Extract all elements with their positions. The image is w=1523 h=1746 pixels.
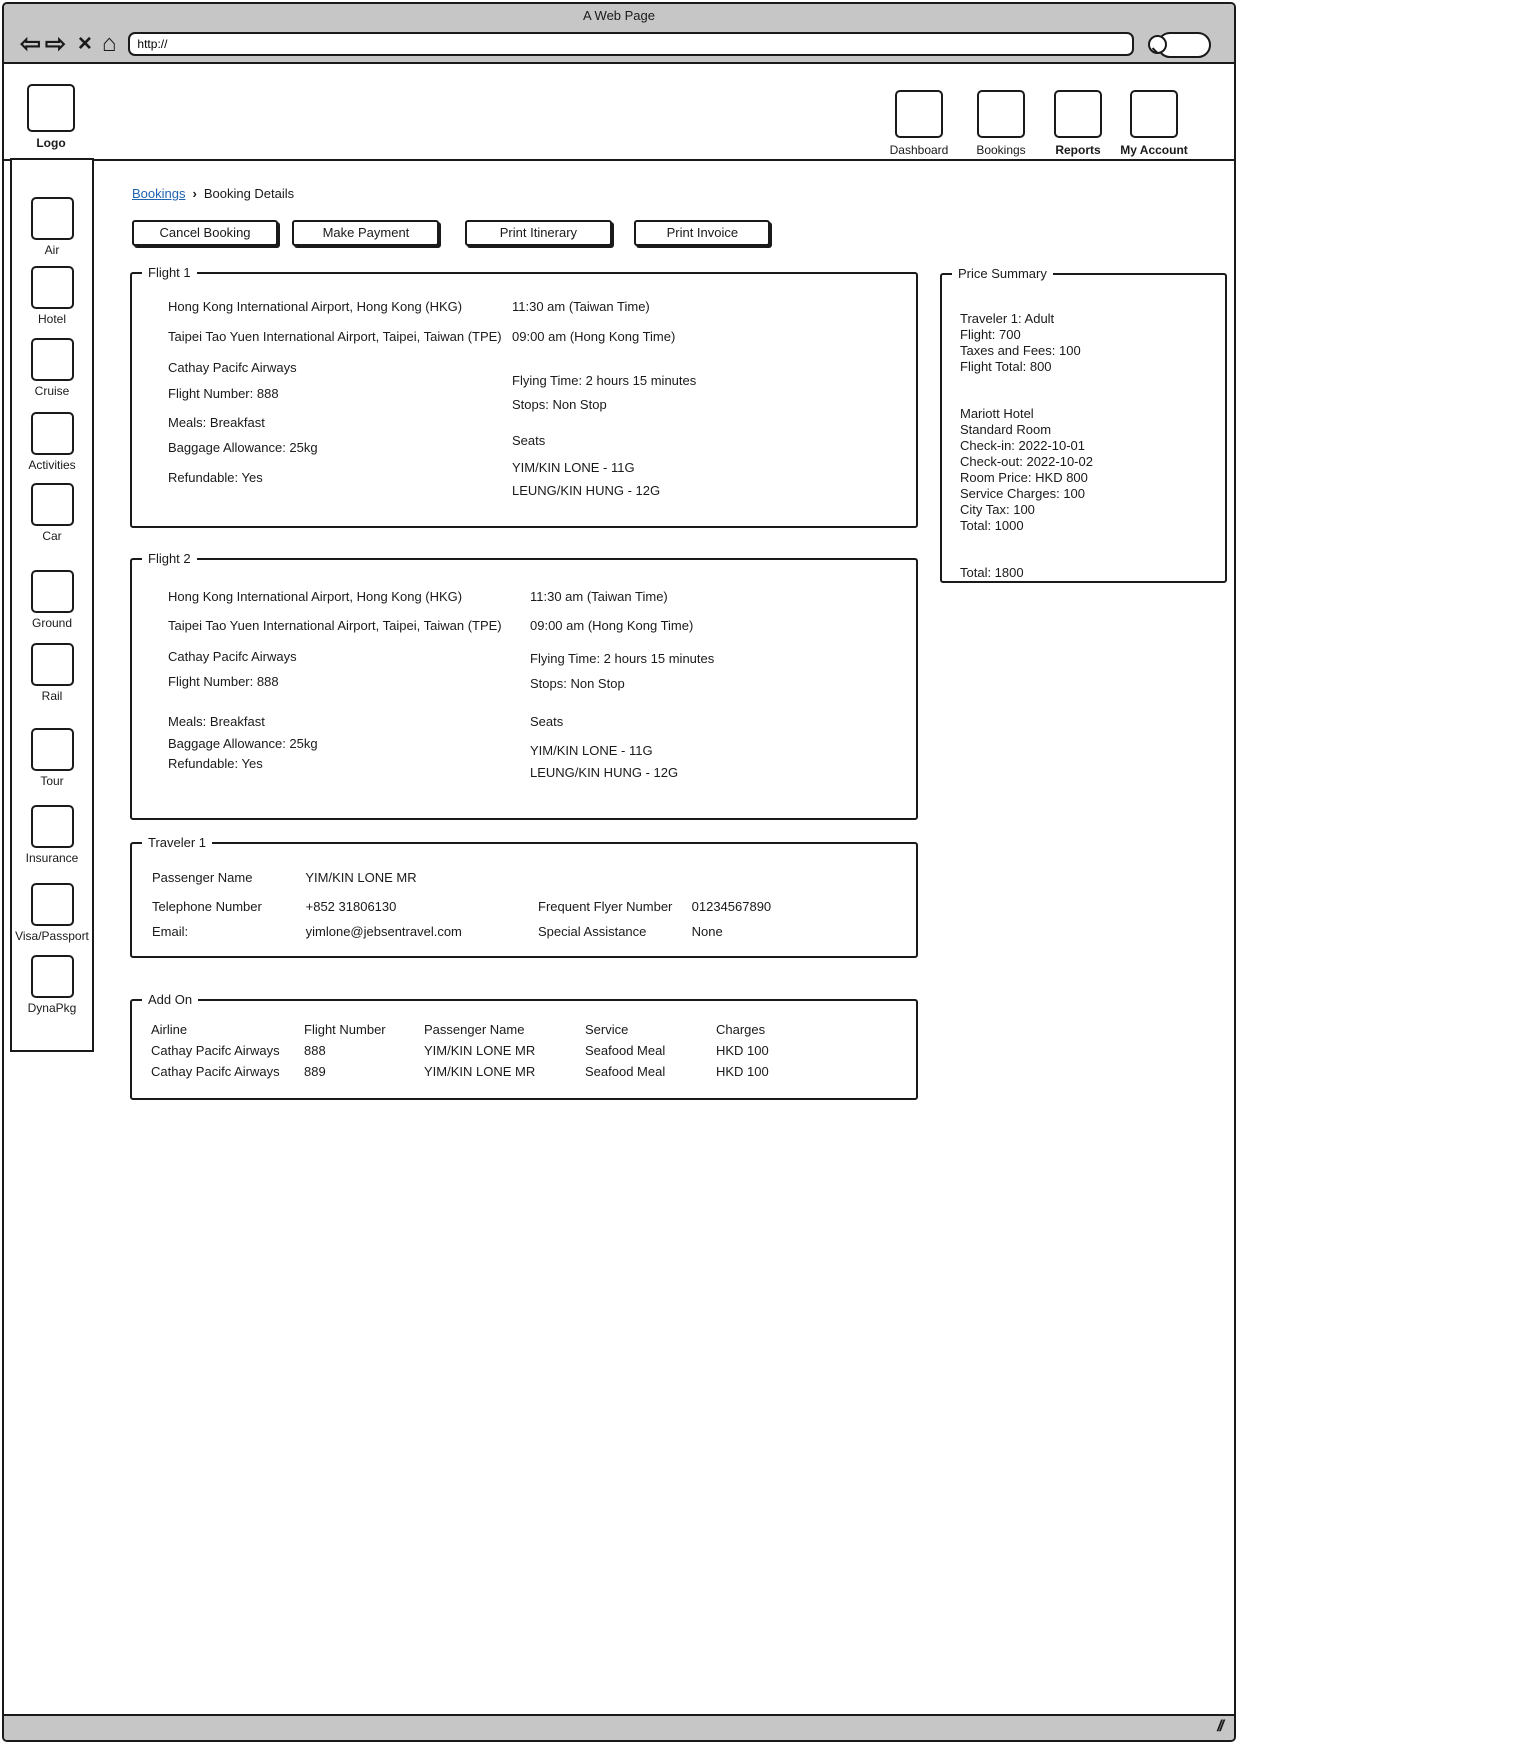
column-header: Service xyxy=(585,1022,629,1037)
airline: Cathay Pacifc Airways xyxy=(168,649,297,664)
ps-city-tax: City Tax: 100 xyxy=(960,502,1035,517)
sidebar-item-label: Cruise xyxy=(34,384,70,398)
window-title: A Web Page xyxy=(582,8,656,23)
traveler-row xyxy=(152,924,462,939)
seat-assignment: LEUNG/KIN HUNG - 12G xyxy=(512,483,661,498)
ps-service-charges: Service Charges: 100 xyxy=(960,486,1086,501)
sidebar-item-insurance[interactable] xyxy=(12,805,92,865)
price-summary-body xyxy=(960,303,1093,581)
depart-time: 11:30 am (Taiwan Time) xyxy=(512,299,650,314)
sidebar-item-label: Hotel xyxy=(37,312,66,326)
sidebar-item-label: Visa/Passport xyxy=(15,929,89,943)
cell-service: Seafood Meal xyxy=(585,1064,666,1079)
search-control[interactable] xyxy=(1148,31,1212,57)
field-label: Special Assistance xyxy=(538,924,647,939)
from-airport: Hong Kong International Airport, Hong Kong (HKG) xyxy=(168,589,463,604)
flight-2-left-column xyxy=(168,578,502,773)
field-label: Frequent Flyer Number xyxy=(538,899,673,914)
sidebar-item-label: Rail xyxy=(41,689,63,703)
stop-icon[interactable]: × xyxy=(77,30,92,57)
sidebar-item-hotel[interactable] xyxy=(12,266,92,326)
breadcrumb-link-bookings[interactable]: Bookings xyxy=(132,186,186,201)
make-payment-button[interactable]: Make Payment xyxy=(292,220,439,246)
column-header: Airline xyxy=(151,1022,188,1037)
to-airport: Taipei Tao Yuen International Airport, Taipei, Taiwan (TPE) xyxy=(168,618,502,633)
sidebar-item-activities[interactable] xyxy=(12,412,92,472)
flight-1-section xyxy=(130,265,918,528)
passenger-name-value: YIM/KIN LONE MR xyxy=(305,870,417,885)
to-airport: Taipei Tao Yuen International Airport, Taipei, Taiwan (TPE) xyxy=(168,329,502,344)
print-invoice-button[interactable]: Print Invoice xyxy=(634,220,770,246)
back-icon[interactable]: ⇦ xyxy=(20,29,41,58)
ps-flight-total: Flight Total: 800 xyxy=(960,359,1052,374)
price-summary-legend: Price Summary xyxy=(958,266,1047,281)
app-header xyxy=(4,67,1234,161)
column-header: Flight Number xyxy=(304,1022,386,1037)
nav-label: Reports xyxy=(1055,143,1101,157)
my-account-icon xyxy=(1130,90,1178,138)
visa-passport-icon xyxy=(31,883,74,926)
home-icon[interactable]: ⌂ xyxy=(101,30,117,57)
nav-label: My Account xyxy=(1120,143,1188,157)
sidebar-item-rail[interactable] xyxy=(12,643,92,703)
from-airport: Hong Kong International Airport, Hong Kong (HKG) xyxy=(168,299,463,314)
flight-2-section xyxy=(130,551,918,820)
depart-time: 11:30 am (Taiwan Time) xyxy=(530,589,668,604)
flight-2-legend: Flight 2 xyxy=(148,551,191,566)
logo-image xyxy=(27,84,75,132)
logo[interactable] xyxy=(23,84,79,150)
flight-1-legend: Flight 1 xyxy=(148,265,191,280)
flying-time: Flying Time: 2 hours 15 minutes xyxy=(530,651,715,666)
ps-check-out: Check-out: 2022-10-02 xyxy=(960,454,1093,469)
sidebar-item-cruise[interactable] xyxy=(12,338,92,398)
cruise-icon xyxy=(31,338,74,381)
reports-icon xyxy=(1054,90,1102,138)
ps-check-in: Check-in: 2022-10-01 xyxy=(960,438,1086,453)
stops: Stops: Non Stop xyxy=(530,676,625,691)
sidebar-item-label: Activities xyxy=(28,458,76,472)
ps-hotel-total: Total: 1000 xyxy=(960,518,1024,533)
seat-assignment: YIM/KIN LONE - 11G xyxy=(530,743,653,758)
add-on-section xyxy=(130,992,918,1100)
ps-hotel-name: Mariott Hotel xyxy=(960,406,1034,421)
field-label: Telephone Number xyxy=(152,899,262,914)
flight-1-right-column xyxy=(512,292,696,500)
browser-window xyxy=(2,2,1236,1742)
column-header: Charges xyxy=(716,1022,766,1037)
sidebar-item-ground[interactable] xyxy=(12,570,92,630)
flight-1-left-column xyxy=(168,292,502,487)
print-itinerary-button[interactable]: Print Itinerary xyxy=(465,220,612,246)
resize-grip-icon[interactable]: // xyxy=(1217,1718,1222,1735)
meals: Meals: Breakfast xyxy=(168,415,265,430)
price-summary-section xyxy=(940,266,1227,583)
dashboard-icon xyxy=(895,90,943,138)
logo-label: Logo xyxy=(36,136,66,150)
meals: Meals: Breakfast xyxy=(168,714,265,729)
ground-icon xyxy=(31,570,74,613)
cell-airline: Cathay Pacifc Airways xyxy=(151,1043,280,1058)
traveler-row xyxy=(152,870,417,885)
cell-service: Seafood Meal xyxy=(585,1043,666,1058)
url-input[interactable] xyxy=(128,32,1134,56)
ps-grand-total: Total: 1800 xyxy=(960,565,1024,580)
seats-label: Seats xyxy=(530,714,564,729)
field-label: Passenger Name xyxy=(152,870,253,885)
arrive-time: 09:00 am (Hong Kong Time) xyxy=(530,618,694,633)
nav-label: Bookings xyxy=(976,143,1026,157)
insurance-icon xyxy=(31,805,74,848)
action-button-row xyxy=(132,220,770,246)
seats-label: Seats xyxy=(512,433,546,448)
cell-airline: Cathay Pacifc Airways xyxy=(151,1064,280,1079)
cancel-booking-button[interactable]: Cancel Booking xyxy=(132,220,278,246)
telephone-value: +852 31806130 xyxy=(305,899,397,914)
sidebar-item-label: Air xyxy=(44,243,60,257)
window-titlebar xyxy=(4,4,1234,26)
cell-passenger-name: YIM/KIN LONE MR xyxy=(424,1064,536,1079)
stops: Stops: Non Stop xyxy=(512,397,607,412)
activities-icon xyxy=(31,412,74,455)
refundable: Refundable: Yes xyxy=(168,756,263,771)
seat-assignment: YIM/KIN LONE - 11G xyxy=(512,460,635,475)
hotel-icon xyxy=(31,266,74,309)
traveler-row xyxy=(152,899,396,914)
sidebar-item-car[interactable] xyxy=(12,483,92,543)
airline: Cathay Pacifc Airways xyxy=(168,360,297,375)
sidebar-item-air[interactable] xyxy=(12,197,92,257)
status-bar xyxy=(4,1714,1234,1740)
seat-assignment: LEUNG/KIN HUNG - 12G xyxy=(530,765,679,780)
bookings-icon xyxy=(977,90,1025,138)
cell-charges: HKD 100 xyxy=(716,1043,769,1058)
ps-room-type: Standard Room xyxy=(960,422,1052,437)
baggage: Baggage Allowance: 25kg xyxy=(168,440,318,455)
breadcrumb xyxy=(132,186,294,201)
sidebar-item-tour[interactable] xyxy=(12,728,92,788)
flight-number: Flight Number: 888 xyxy=(168,386,279,401)
flight-2-right-column xyxy=(530,578,714,782)
ps-room-price: Room Price: HKD 800 xyxy=(960,470,1088,485)
arrive-time: 09:00 am (Hong Kong Time) xyxy=(512,329,676,344)
breadcrumb-current: Booking Details xyxy=(203,186,295,201)
flying-time: Flying Time: 2 hours 15 minutes xyxy=(512,373,697,388)
cell-passenger-name: YIM/KIN LONE MR xyxy=(424,1043,536,1058)
cell-flight-number: 889 xyxy=(304,1064,326,1079)
add-on-legend: Add On xyxy=(148,992,193,1007)
cell-charges: HKD 100 xyxy=(716,1064,769,1079)
cell-flight-number: 888 xyxy=(304,1043,326,1058)
nav-item-my-account[interactable] xyxy=(1102,90,1206,157)
sidebar-item-label: Tour xyxy=(40,774,64,788)
ps-traveler-type: Traveler 1: Adult xyxy=(960,311,1055,326)
baggage: Baggage Allowance: 25kg xyxy=(168,736,318,751)
ps-flight-price: Flight: 700 xyxy=(960,327,1021,342)
traveler-1-legend: Traveler 1 xyxy=(148,835,207,850)
traveler-row xyxy=(538,924,723,939)
field-label: Email: xyxy=(152,924,189,939)
sidebar xyxy=(10,158,94,1052)
car-icon xyxy=(31,483,74,526)
forward-icon[interactable]: ⇨ xyxy=(44,29,66,58)
tour-icon xyxy=(31,728,74,771)
sidebar-item-visa-passport[interactable] xyxy=(12,883,92,943)
add-on-table xyxy=(151,1021,769,1081)
sidebar-item-label: Car xyxy=(42,529,62,543)
chevron-right-icon: › xyxy=(192,186,197,201)
air-icon xyxy=(31,197,74,240)
rail-icon xyxy=(31,643,74,686)
sidebar-item-dynapkg[interactable] xyxy=(12,955,92,1015)
email-value: yimlone@jebsentravel.com xyxy=(305,924,462,939)
refundable: Refundable: Yes xyxy=(168,470,263,485)
column-header: Passenger Name xyxy=(424,1022,525,1037)
sidebar-item-label: Insurance xyxy=(25,851,79,865)
sidebar-item-label: Ground xyxy=(31,616,73,630)
special-assistance-value: None xyxy=(691,924,723,939)
dynapkg-icon xyxy=(31,955,74,998)
traveler-1-section xyxy=(130,835,918,958)
traveler-row xyxy=(538,899,771,914)
sidebar-item-label: DynaPkg xyxy=(27,1001,77,1015)
ps-taxes-fees: Taxes and Fees: 100 xyxy=(960,343,1081,358)
nav-label: Dashboard xyxy=(889,143,949,157)
browser-toolbar xyxy=(4,26,1234,64)
flight-number: Flight Number: 888 xyxy=(168,674,279,689)
frequent-flyer-value: 01234567890 xyxy=(691,899,772,914)
